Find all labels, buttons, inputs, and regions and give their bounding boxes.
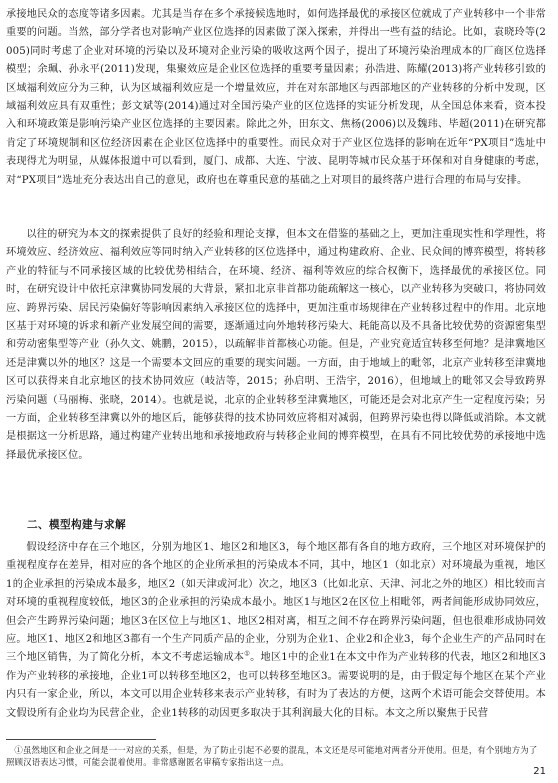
- footnote-1: ①虽然地区和企业之间是一一对应的关系，但是，为了防止引起不必要的混乱，本文还是尽可能地对两者分开使用。但是，有个别地方为了照顾汉语表达习惯，可能会混着使用。非常感谢匿名审稿专家指出这一点。: [6, 745, 538, 767]
- body-paragraph-3: [6, 539, 546, 723]
- footnote-divider: [6, 739, 156, 740]
- body-paragraph-1: 承接地民众的态度等诸多因素。尤其是当存在多个承接候选地时，如何选择最优的承接区位就成了产业转移中一个非常重要的问题。当然，部分学者也对影响产业区位选择的因素做了深入探索，并得出一些有益的结论。比如，袁晓玲等(2005)同时考虑了企业对环境的污染以及环境对企业污染的吸收这两个因子，提出了环境污染治理成本的厂商区位选择模型；余珮、孙永平(2011)发现，集聚效应是企业区位选择的重要考量因素；孙浩进、陈耀(2013)将产业转移引致的区域福利效应分为三种，认为区域福利效应是一个增量效应，并在对东部地区与西部地区的产业转移的分析中发现，区域福利效应具有双重性；彭文斌等(2014)通过对全国污染产业的区位选择的实证分析发现，从全国总体来看，资本投入和环境政策是影响污染产业区位选择的主要因素。除此之外，田东文、焦杨(2006)以及魏玮、毕超(2011)在研究都肯定了环境规制和区位经济因素在企业区位选择中的重要性。而民众对于产业区位选择的影响在近年“PX项目”选址中表现得尤为明显，从媒体报道中可以看到，厦门、成都、大连、宁波、昆明等城市民众基于环保和对自身健康的考虑，对“PX项目”选址充分表达出自己的意见，政府也在尊重民意的基础之上对项目的最终落户进行合理的布局与安排。: [6, 9, 546, 186]
- section-heading: 二、模型构建与求解: [27, 519, 126, 531]
- page-number: 21: [533, 766, 546, 777]
- paragraph-3-text-before-footnote: 假设经济中存在三个地区，分别为地区1、地区2和地区3，每个地区都有各自的地方政府，三个地区对环境保护的重视程度存在差异，相对应的各个地区的企业所承担的污染成本不同，其中，地区1（如北京）对环境最为重视，地区1的企业承担的污染成本最多，地区2（如天津或河北）次之，地区3（比如北京、天津、河北之外的地区）相比较而言对环境的重视程度较低，地区3的企业承担的污染成本最小。地区1与地区2在区位上相毗邻，两者间能形成协同效应，但会产生跨界污染问题；地区3在区位上与地区1、地区2相对离，相互之间不存在跨界污染问题，但也很难形成协同效应。地区1、地区2和地区3都有一个生产同质产品的企业，分别为企业1、企业2和企业3，每个企业生产的产品同时在三个地区销售，为了简化分析，本文不考虑运输成本: [6, 542, 546, 664]
- footnote-reference-mark: ①: [244, 650, 251, 659]
- body-paragraph-2: 以往的研究为本文的探索提供了良好的经验和理论支撑，但本文在借鉴的基础之上，更加注重现实性和学理性，将环境效应、经济效应、福利效应等同时纳入产业转移的区位选择中，通过构建政府、企业、民众间的博弈模型，将转移产业的特征与不同承接区域的比较优势相结合，在环境、经济、福利等效应的综合权衡下，选择最优的承接区位。同时，在研究设计中依托京津冀协同发展的大背景，紧扣北京非首都功能疏解这一核心，以产业转移为突破口，将协同效应、跨界污染、居民污染偏好等影响因素纳入承接区位的选择中，更加注重市场规律在产业转移过程中的作用。北京地区基于对环境的诉求和新产业发展空间的需要，逐渐通过向外地转移污染大、耗能高以及不具备比较优势的资源密集型和劳动密集型等产业（孙久文、姚鹏，2015），以疏解非首都核心功能。但是，产业究竟适宜转移至何地？是津冀地区还是津冀以外的地区？这是一个需要本文回应的重要的现实问题。一方面，由于地域上的毗邻，北京产业转移至津冀地区可以获得来自北京地区的技术协同效应（岐洁等，2015；孙启明、王浩宇，2016），但地域上的毗邻又会导致跨界污染问题（马丽梅、张晓，2014）。也就是说，北京的企业转移至津冀地区，可能还是会对北京产生一定程度污染；另一方面，企业转移至津冀以外的地区后，能够获得的技术协同效应将相对减弱，但跨界污染也得以降低或消除。本文就是根据这一分析思路，通过构建产业转出地和承接地政府与转移企业间的博弈模型，在具有不同比较优势的承接地中选择最优承接区位。: [6, 229, 546, 461]
- paragraph-3-text-after-footnote: 。地区1中的企业1在本文中作为产业转移的代表，地区2和地区3作为产业转移的承接地，企业1可以转移至地区2，也可以转移至地区3。需要说明的是，由于假定每个地区在某个产业内只有一家企业，所以，本文可以用企业转移来表示产业转移，有时为了表达的方便，这两个术语可能会交替使用。本文假设所有企业均为民营企业，企业1转移的动因更多取决于其利润最大化的目标。本文之所以聚焦于民营: [6, 652, 546, 719]
